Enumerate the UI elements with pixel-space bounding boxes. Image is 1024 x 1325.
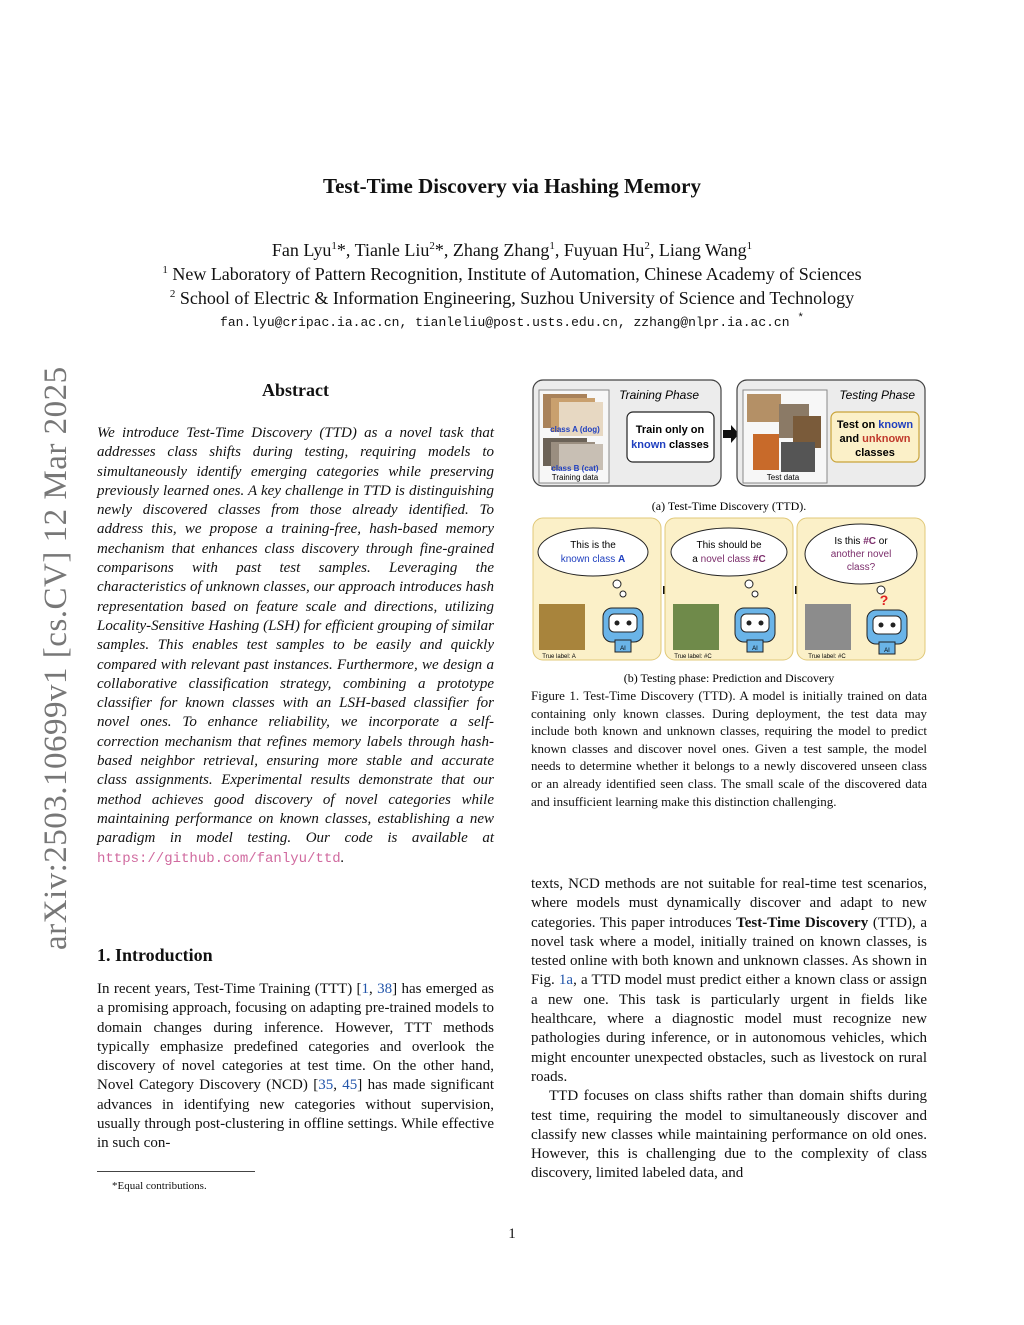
true-label-c1: True label: #C [674,654,712,660]
robot-label: AI [752,646,758,652]
test-photo-zebra [781,442,815,472]
training-phase-label: Training Phase [619,388,699,402]
bubble-3-line2: another novel [830,549,892,560]
class-b-label: class B (cat) [551,464,599,473]
citation-link[interactable]: 45 [342,1077,358,1094]
code-link[interactable]: https://github.com/fanlyu/ttd [97,850,341,867]
figure-1 [531,378,927,688]
citation-link[interactable]: 1 [361,981,370,997]
author-emails: fan.lyu@cripac.ia.ac.cn, tianleliu@post.usts.edu.cn, zzhang@nlpr.ia.ac.cn * [220,312,804,330]
bubble-2-line1: This should be [696,540,762,551]
paper-title: Test-Time Discovery via Hashing Memory [323,174,701,198]
figure-caption: Figure 1. Test-Time Discovery (TTD). A model is initially trained on data containing only known classes. During deployment, the test data may include both known and unknown classes, requiring the model to predict known classes and discover novel ones. Given a test sample, the model needs to determine whether it belongs to a newly discovered unseen class or an already identified seen class. The small scale of the discovered data and insufficient learning make this distinction challenging. [531,688,927,809]
test-photo-dog [747,394,781,422]
robot-label: AI [884,648,890,654]
intro-paragraph-3: TTD focuses on class shifts rather than domain shifts during test time, requiring the model to simultaneously discover and classify new classes while maintaining performance on old ones. However, this is challenging due to the complexity of class discovery, limited labeled data, and [531,1088,927,1182]
citation-link[interactable]: 35 [318,1077,334,1094]
test-data-label: Test data [766,473,800,482]
train-only-line2: known classes [631,439,709,451]
true-label-a: True label: A [542,654,576,660]
arxiv-stamp: arXiv:2503.10699v1 [cs.CV] 12 Mar 2025 [38,366,74,950]
citation-link[interactable]: 38 [377,981,393,997]
question-mark-icon: ? [879,592,889,608]
bubble-2-line2: a novel class #C [692,554,766,565]
bubble-3-line3: class? [846,562,876,573]
thought-bubble-1 [538,528,648,576]
test-on-line2: and unknown [839,433,911,445]
affiliation-1: $^1$ New Laboratory of Pattern Recognition, Institute of Automation, Chinese Academy of Sciences [162,264,862,284]
intro-heading: 1. Introduction [97,945,213,965]
train-only-box [627,412,714,462]
robot-label: AI [620,646,626,652]
intro-paragraph-2: texts, NCD methods are not suitable for real-time test scenarios, where models must dynamically discover and adapt to new categories. This paper introduces Test-Time Discovery (TTD), a novel task where a model, initially trained on known classes, is tested online with both known and unknown classes. As shown in Fig. 1a, a TTD model must predict either a known class or assign a new one. This task is particularly urgent in fields like healthcare, where a diagnostic model must recognize new pathologies during inference, or in autonomous vehicles, which might encounter unexpected obstacles, such as livestock on rural roads. TTD focuses on class shifts rather than domain shifts during test time, requiring the model to simultaneously discover and classify new classes while maintaining performance on old ones. However, this is challenging due to the complexity of class discovery, limited labeled data, and [531,875,927,1184]
train-only-line1: Train only on [635,424,705,436]
caption-b: (b) Testing phase: Prediction and Discovery [623,671,835,685]
training-data-label: Training data [551,473,599,482]
page-number: 1 [508,1226,516,1242]
intro-paragraph-1: In recent years, Test-Time Training (TTT) [1, 38] has emerged as a promising approach, focusing on adapting pre-trained models to domain changes during inference. However, TTT methods typically emphasize predefined categories and overlook the discovery of novel categories at test time. On the other hand, Novel Category Discovery (NCD) [35, 45] has made significant advances in identifying new categories without supervision, usually through post-clustering in offline settings. While effective in such con- [97,981,494,1152]
testing-phase-label: Testing Phase [839,388,915,402]
author-list: Fan Lyu$^1$*, Tianle Liu$^2$*, Zhang Zhang$^1$, Fuyuan Hu$^2$, Liang Wang$^1$ [271,240,753,260]
bubble-1-line1: This is the [570,540,616,551]
test-on-line3: classes [855,447,895,459]
sample-photo-bird-2 [805,604,851,650]
test-photo-bird [753,434,779,470]
sample-photo-dog [539,604,585,650]
caption-a: (a) Test-Time Discovery (TTD). [651,499,807,513]
abstract-heading: Abstract [262,380,329,400]
footnote: *Equal contributions. [112,1180,207,1192]
bubble-1-line2: known class A [560,554,626,565]
footnote-rule [97,1171,255,1172]
class-a-label: class A (dog) [550,425,600,434]
thought-bubble-2 [671,528,787,576]
test-on-line1: Test on known [836,419,914,431]
bubble-3-line1: Is this #C or [834,536,888,547]
abstract-text: We introduce Test-Time Discovery (TTD) as a novel task that addresses class shifts during testing, requiring models to simultaneously identify emerging categories while preserving previously learned ones. A key challenge in TTD is distinguishing newly discovered classes from those already identified. To address this, we propose a training-free, hash-based memory mechanism that enhances class discovery through fine-grained comparisons with past test samples. Leveraging the characteristics of unknown classes, our approach introduces hash representation based on feature scale and directions, utilizing Locality-Sensitive Hashing (LSH) for efficient grouping of similar samples. This enables test samples to be easily and quickly compared with relevant past instances. Furthermore, we design a collaborative classification strategy, combining a prototype classifier for known classes with an LSH-based classifier for novel ones. To enhance reliability, we incorporate a self-correction mechanism that refines memory labels through hash-based neighbor retrieval, ensuring more stable and accurate class assignments. Experimental results demonstrate that our method achieves good discovery of novel categories while maintaining performance on known classes, establishing a new paradigm in model testing. Our code is available at https://github.com/fanlyu/ttd. [97,425,494,867]
figure-ref-link[interactable]: 1a [558,972,574,989]
true-label-c2: True label: #C [808,654,846,660]
sample-photo-bird [673,604,719,650]
affiliation-2: $^2$ School of Electric & Information Engineering, Suzhou University of Science and Technology [169,288,855,308]
